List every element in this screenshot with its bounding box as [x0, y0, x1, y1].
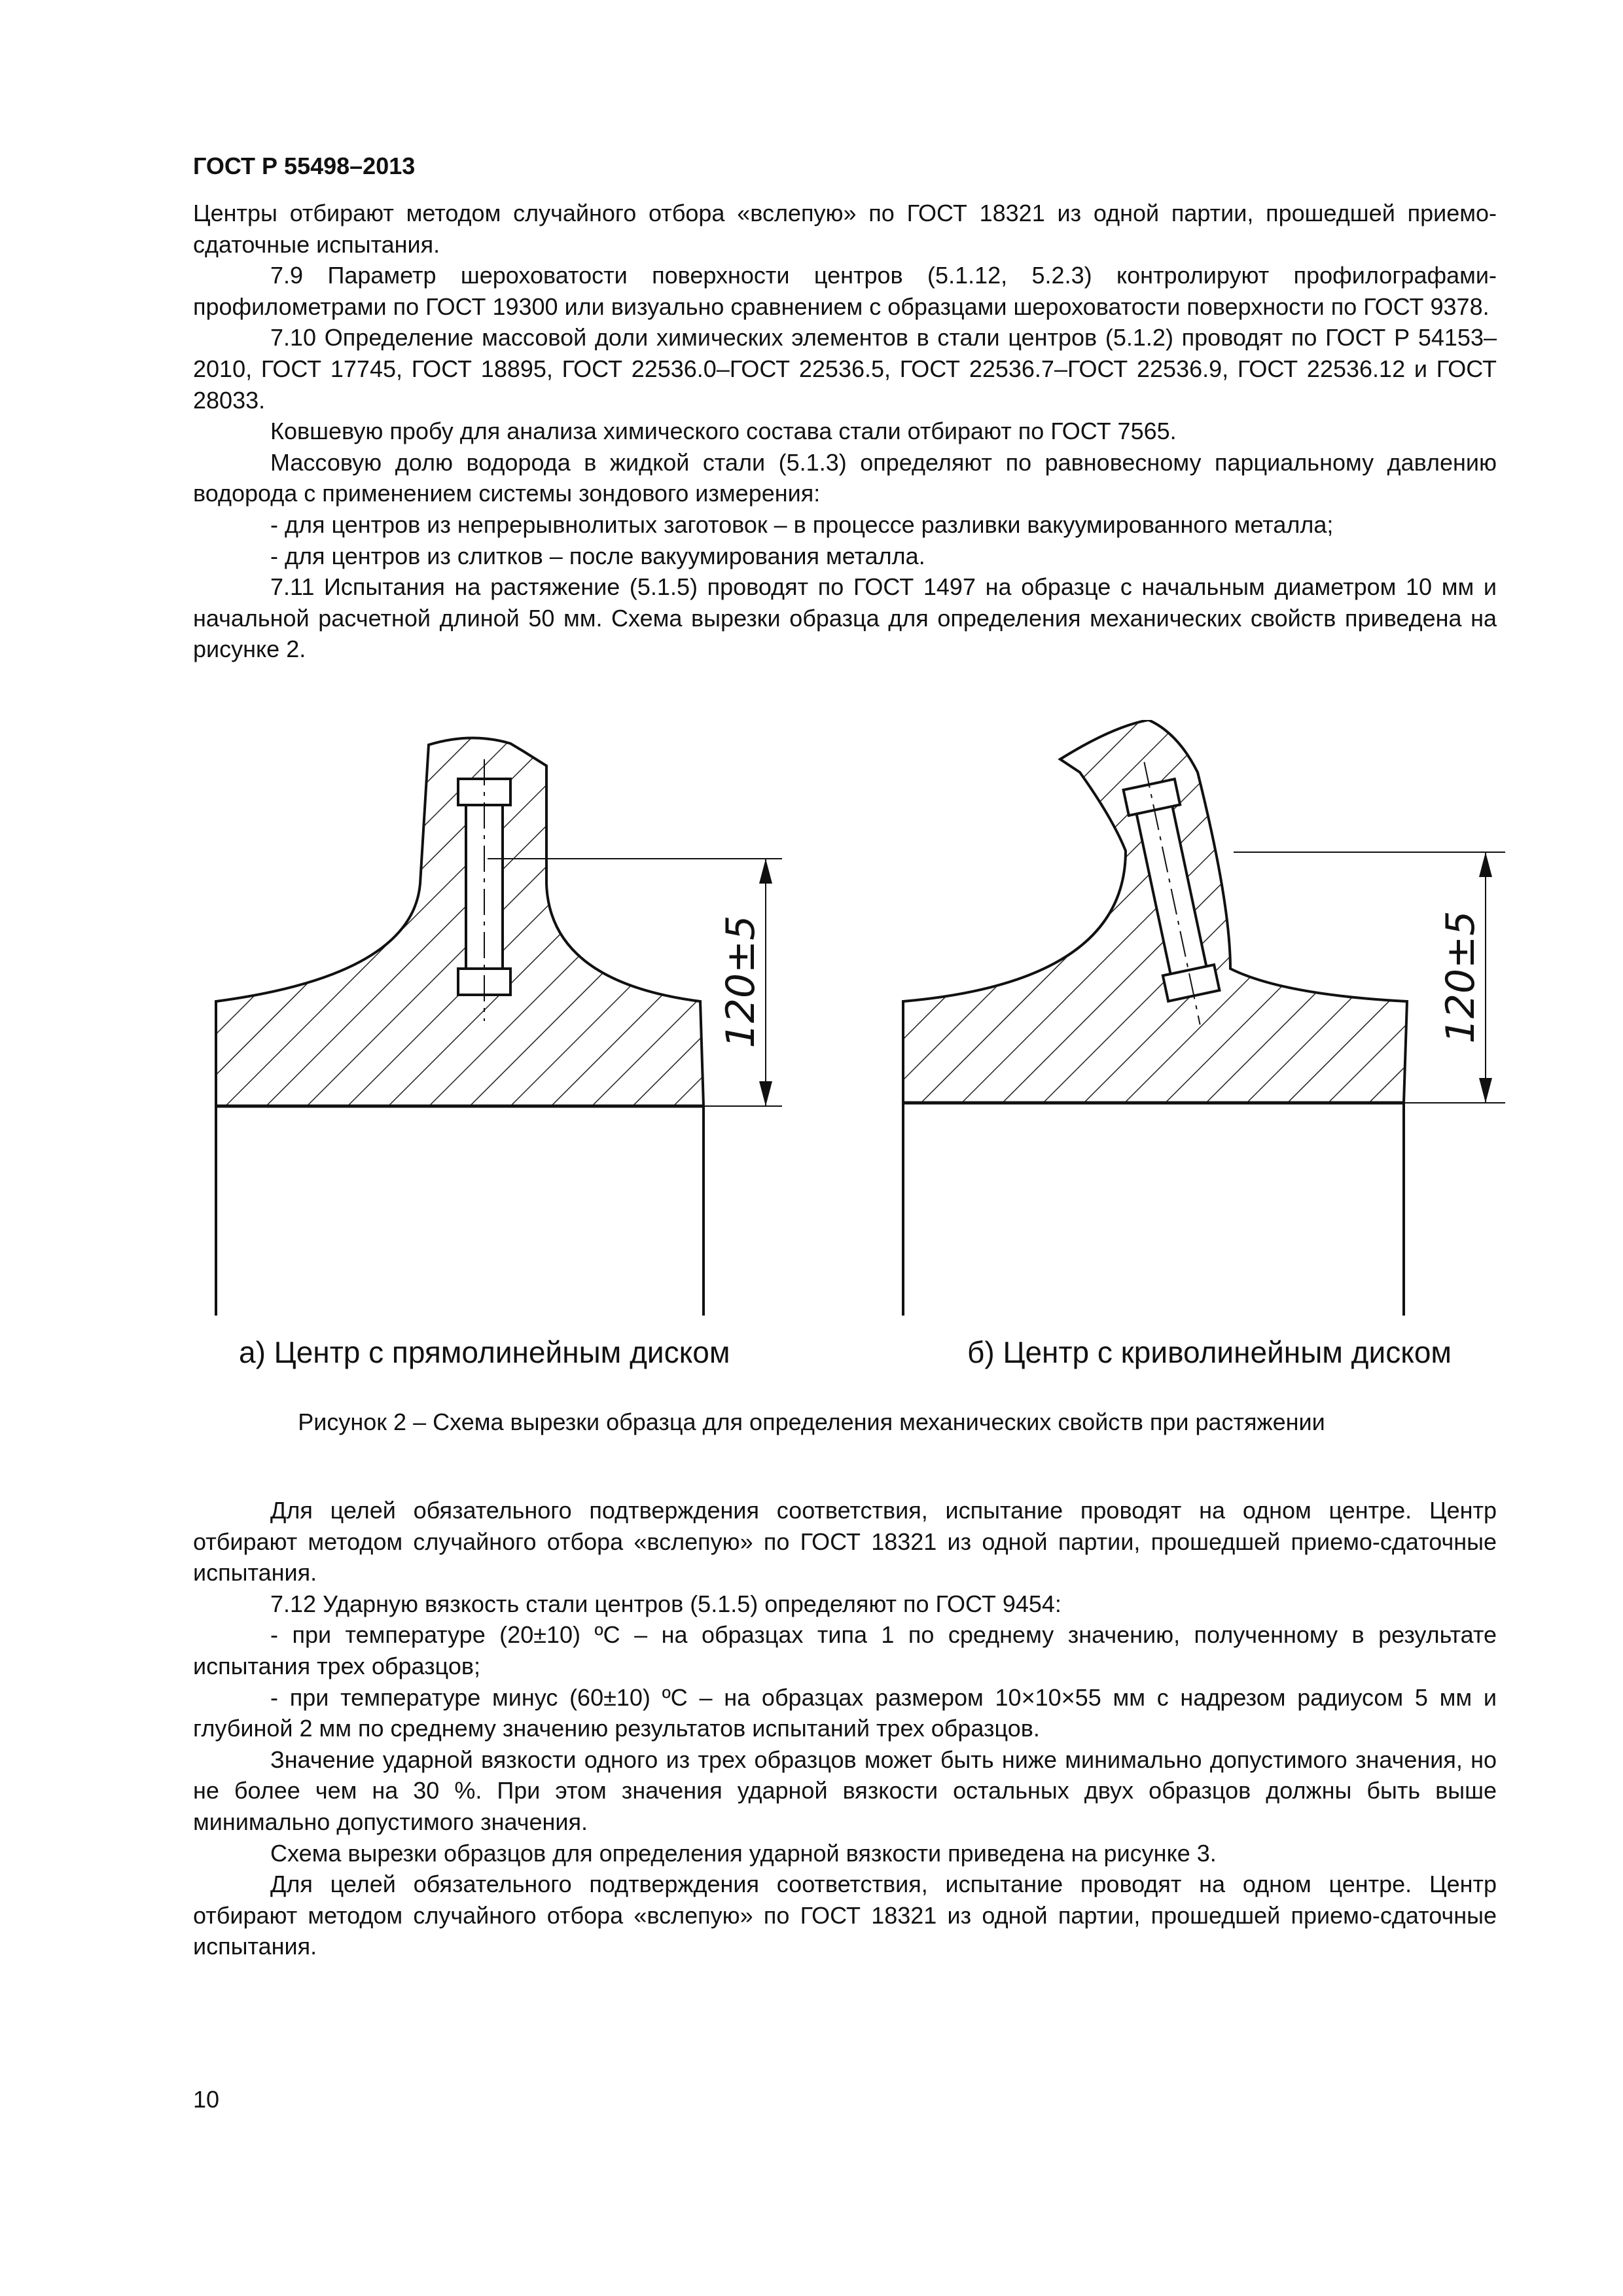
drawing-straight-disc	[216, 738, 782, 1316]
dimension-label-a: 120±5	[718, 915, 764, 1049]
paragraph: 7.10 Определение массовой доли химических элементов в стали центров (5.1.2) проводят по ГОСТ Р 54153–2010, ГОСТ 17745, ГОСТ 18895, ГОСТ 22536.0–ГОСТ 22536.5, ГОСТ 22536.7–ГОСТ 22536.9, ГОСТ 22536.12 и ГОСТ 28033.	[193, 324, 1497, 414]
paragraph: Значение ударной вязкости одного из трех образцов может быть ниже минимально допустимого значения, но не более чем на 30 %. При этом значения ударной вязкости остальных двух образцов должны быть выше минимально допустимого значения.	[193, 1746, 1497, 1835]
list-item: - для центров из непрерывнолитых заготовок – в процессе разливки вакуумированного металла;	[270, 511, 1334, 538]
document-header: ГОСТ Р 55498–2013	[193, 152, 416, 179]
figure-drawing	[0, 720, 1623, 1329]
paragraph: 7.9 Параметр шероховатости поверхности центров (5.1.12, 5.2.3) контролируют профилографами-профилометрами по ГОСТ 19300 или визуально сравнением с образцами шероховатости поверхности по ГОСТ 9378.	[193, 262, 1497, 320]
paragraph: Центры отбирают методом случайного отбора «вслепую» по ГОСТ 18321 из одной партии, прошедшей приемо-сдаточные испытания.	[193, 200, 1497, 258]
paragraph: Для целей обязательного подтверждения соответствия, испытание проводят на одном центре. Центр отбирают методом случайного отбора «вслепую» по ГОСТ 18321 из одной партии, прошедшей приемо-сдаточные испытания.	[193, 1871, 1497, 1960]
list-item: - для центров из слитков – после вакуумирования металла.	[270, 542, 925, 569]
paragraph: Для целей обязательного подтверждения соответствия, испытание проводят на одном центре. Центр отбирают методом случайного отбора «вслепую» по ГОСТ 18321 из одной партии, прошедшей приемо-сдаточные испытания.	[193, 1497, 1497, 1587]
paragraph: 7.11 Испытания на растяжение (5.1.5) проводят по ГОСТ 1497 на образце с начальным диаметром 10 мм и начальной расчетной длиной 50 мм. Схема вырезки образца для определения механических свойств приведена на рисунке 2.	[193, 573, 1497, 663]
hatched-section-b	[903, 720, 1407, 1103]
subcaption-b: б) Центр с криволинейным диском	[967, 1335, 1452, 1369]
paragraph: Схема вырезки образцов для определения ударной вязкости приведена на рисунке 3.	[270, 1839, 1217, 1867]
figure-2	[0, 720, 1623, 1329]
list-item: - при температуре (20±10) ºС – на образцах типа 1 по среднему значению, полученному в результате испытания трех образцов;	[193, 1621, 1497, 1679]
page-number: 10	[193, 2086, 220, 2113]
paragraph: Ковшевую пробу для анализа химического состава стали отбирают по ГОСТ 7565.	[270, 418, 1177, 445]
text-block-top	[193, 198, 1497, 665]
paragraph: Массовую долю водорода в жидкой стали (5.1.3) определяют по равновесному парциальному давлению водорода с применением системы зондового измерения:	[193, 448, 1497, 507]
drawing-curved-disc	[903, 720, 1505, 1316]
subcaption-a: а) Центр с прямолинейным диском	[239, 1335, 730, 1369]
figure-caption: Рисунок 2 – Схема вырезки образца для определения механических свойств при растяжении	[298, 1408, 1325, 1435]
text-block-bottom	[193, 1495, 1497, 1962]
dimension-label-b: 120±5	[1438, 910, 1484, 1044]
paragraph: 7.12 Ударную вязкость стали центров (5.1.5) определяют по ГОСТ 9454:	[270, 1590, 1061, 1617]
list-item: - при температуре минус (60±10) ºС – на образцах размером 10×10×55 мм с надрезом радиусом 5 мм и глубиной 2 мм по среднему значению результатов испытаний трех образцов.	[193, 1683, 1497, 1742]
